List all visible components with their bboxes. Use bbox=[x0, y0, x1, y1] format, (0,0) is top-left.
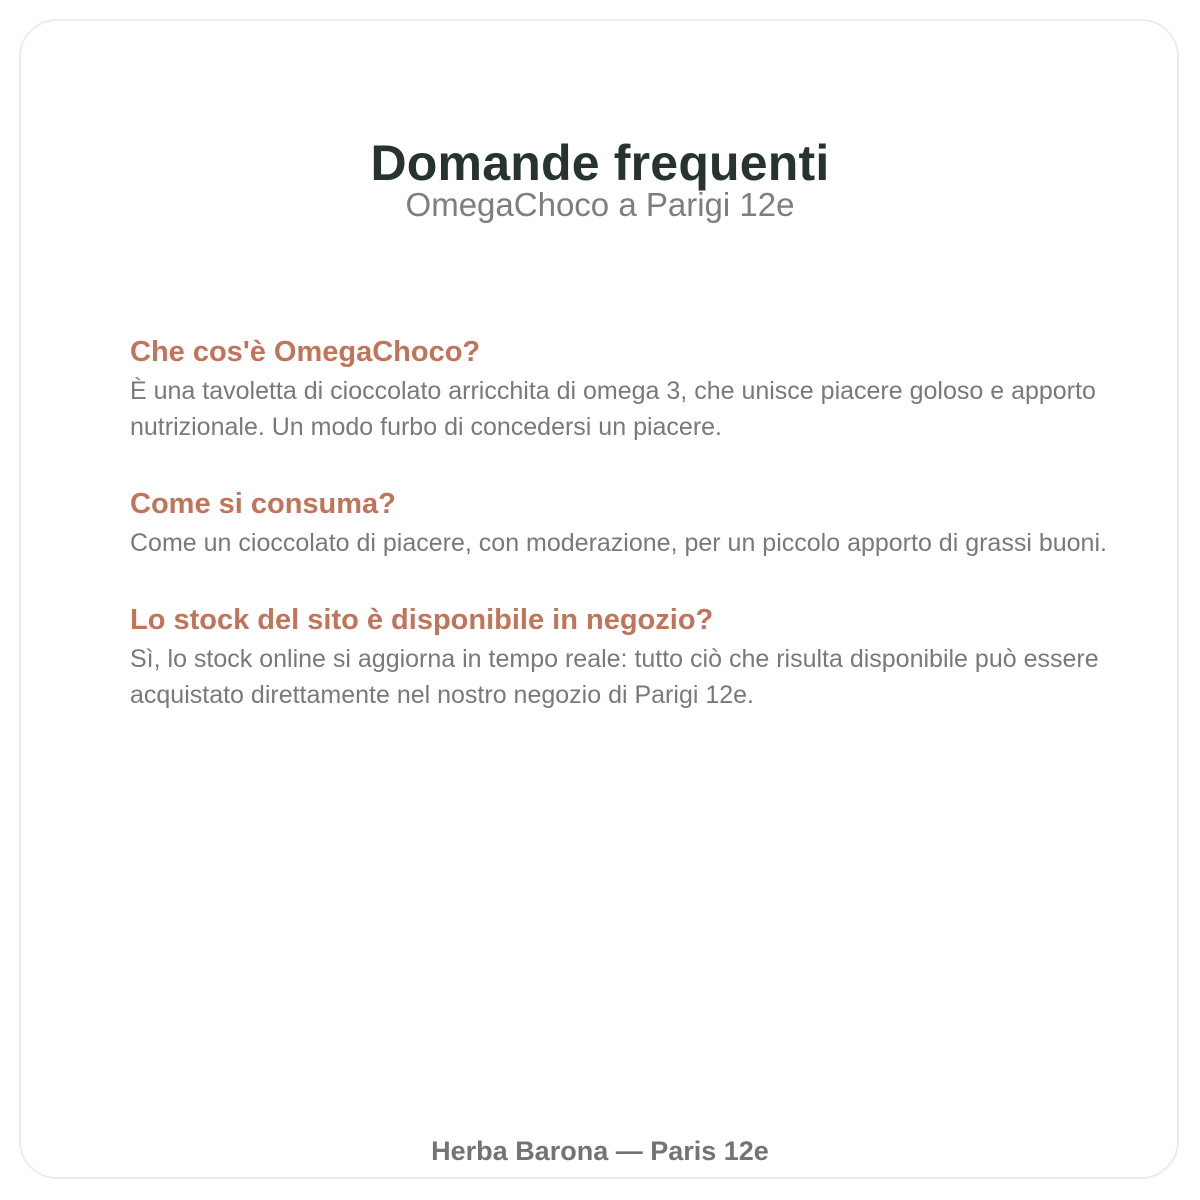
faq-item bbox=[130, 485, 1120, 561]
faq-answer: Come un cioccolato di piacere, con moderazione, per un piccolo apporto di grassi buoni. bbox=[130, 529, 1107, 557]
faq-question: Lo stock del sito è disponibile in negozio? bbox=[130, 604, 714, 636]
faq-answer: È una tavoletta di cioccolato arricchita di omega 3, che unisce piacere goloso e apporto nutrizionale. Un modo furbo di concedersi un piacere. bbox=[130, 377, 1096, 441]
page-subtitle: OmegaChoco a Parigi 12e bbox=[405, 186, 795, 223]
faq-question: Come si consuma? bbox=[130, 488, 396, 520]
page-title: Domande frequenti bbox=[370, 134, 830, 191]
faq-list bbox=[130, 333, 1120, 753]
faq-item bbox=[130, 333, 1120, 445]
faq-question: Che cos'è OmegaChoco? bbox=[130, 336, 481, 368]
footer-store-name: Herba Barona — Paris 12e bbox=[431, 1136, 769, 1166]
faq-item bbox=[130, 601, 1120, 713]
faq-answer: Sì, lo stock online si aggiorna in tempo reale: tutto ciò che risulta disponibile può essere acquistato direttamente nel nostro negozio di Parigi 12e. bbox=[130, 645, 1099, 709]
